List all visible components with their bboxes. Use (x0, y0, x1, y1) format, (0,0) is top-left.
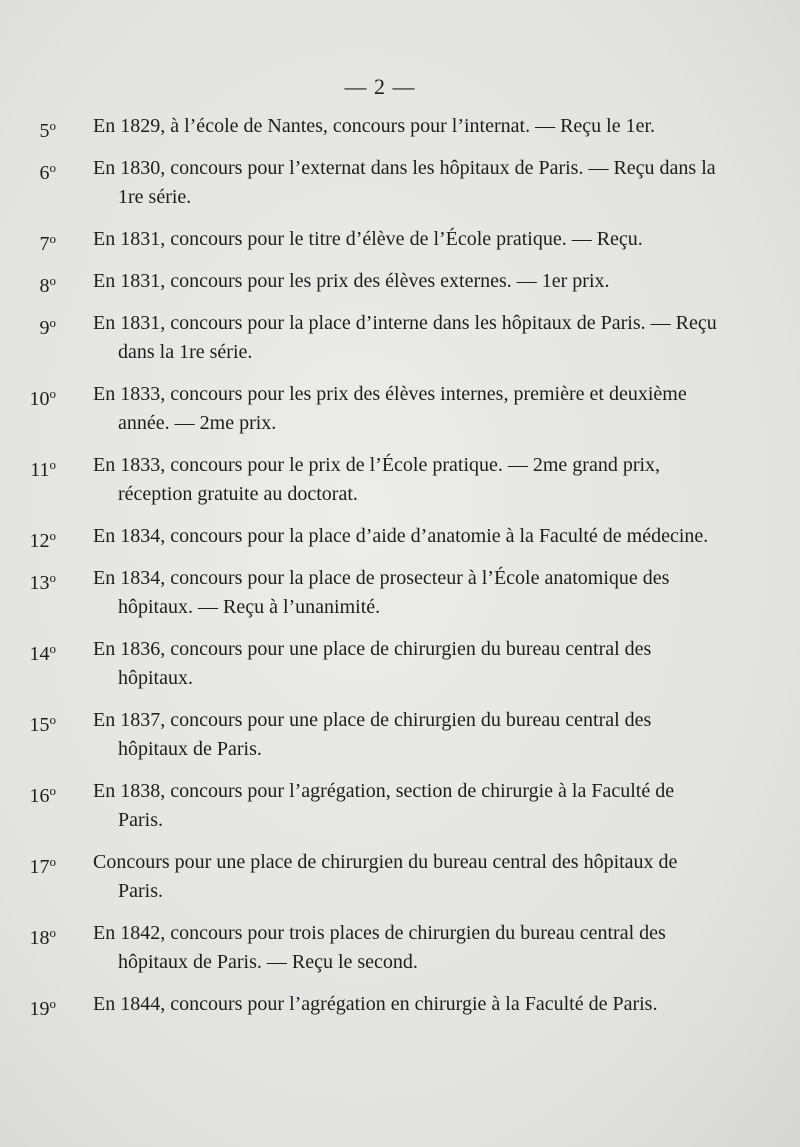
entry-text: En 1838, concours pour l’agrégation, section de chirurgie à la Faculté de Paris. (93, 780, 675, 831)
entry-text: En 1831, concours pour la place d’interne dans les hôpitaux de Paris. — Reçu dans la 1re série. (93, 312, 717, 363)
entry-number: 17 (29, 856, 50, 878)
list-item: 8$^o$ En 1831, concours pour les prix des élèves externes. — 1er prix. (39, 270, 610, 297)
entry-number: 15 (29, 714, 50, 736)
entry-number: 8 (39, 275, 50, 297)
entry-text: En 1837, concours pour une place de chirurgien du bureau central des hôpitaux de Paris. (93, 709, 652, 760)
entry-number: 10 (29, 388, 50, 410)
entry-number: 13 (29, 572, 50, 594)
entry-text: En 1831, concours pour le titre d’élève de l’École pratique. — Reçu. (93, 228, 643, 250)
list-item: 10$^o$ En 1833, concours pour les prix des élèves internes, première et deuxième année. — 2me prix. (29, 383, 687, 434)
entry-text: En 1836, concours pour une place de chirurgien du bureau central des hôpitaux. (93, 638, 652, 689)
entry-number: 9 (39, 317, 50, 339)
entry-text: En 1834, concours pour la place de prosecteur à l’École anatomique des hôpitaux. — Reçu à l’unanimité. (93, 567, 670, 618)
list-item: 13$^o$ En 1834, concours pour la place de prosecteur à l’École anatomique des hôpitaux. — Reçu à l’unanimité. (29, 567, 670, 618)
page-number: — 2 — (344, 74, 416, 99)
list-item: 5$^o$ En 1829, à l’école de Nantes, concours pour l’internat. — Reçu le 1er. (39, 115, 656, 142)
list-item: 14$^o$ En 1836, concours pour une place de chirurgien du bureau central des hôpitaux. (29, 638, 652, 689)
entry-number: 12 (29, 530, 50, 552)
entry-number: 7 (39, 233, 50, 255)
entry-text: En 1842, concours pour trois places de chirurgien du bureau central des hôpitaux de Paris. — Reçu le second. (93, 922, 666, 973)
entry-text: En 1831, concours pour les prix des élèves externes. — 1er prix. (93, 270, 610, 292)
entry-text: En 1834, concours pour la place d’aide d’anatomie à la Faculté de médecine. (93, 525, 709, 547)
entry-text: En 1829, à l’école de Nantes, concours pour l’internat. — Reçu le 1er. (93, 115, 656, 137)
list-item: 7$^o$ En 1831, concours pour le titre d’élève de l’École pratique. — Reçu. (39, 228, 643, 255)
entry-text: Concours pour une place de chirurgien du bureau central des hôpitaux de Paris. (93, 851, 678, 902)
entry-number: 19 (29, 998, 50, 1020)
list-item: 18$^o$ En 1842, concours pour trois places de chirurgien du bureau central des hôpitaux de Paris. — Reçu le second. (29, 922, 666, 973)
list-item: 11$^o$ En 1833, concours pour le prix de l’École pratique. — 2me grand prix, réception gratuite au doctorat. (30, 454, 661, 505)
entry-text: En 1830, concours pour l’externat dans les hôpitaux de Paris. — Reçu dans la 1re série. (93, 157, 716, 208)
entry-number: 14 (29, 643, 50, 665)
list-item: 12$^o$ En 1834, concours pour la place d’aide d’anatomie à la Faculté de médecine. (29, 525, 709, 552)
list-item: 16$^o$ En 1838, concours pour l’agrégation, section de chirurgie à la Faculté de Paris. (29, 780, 675, 831)
list-item: 19$^o$ En 1844, concours pour l’agrégation en chirurgie à la Faculté de Paris. (29, 993, 658, 1020)
entry-number: 5 (39, 120, 50, 142)
entry-number: 6 (39, 162, 50, 184)
entry-number: 16 (29, 785, 50, 807)
entry-text: En 1844, concours pour l’agrégation en chirurgie à la Faculté de Paris. (93, 993, 658, 1015)
entry-text: En 1833, concours pour le prix de l’École pratique. — 2me grand prix, réception gratuite au doctorat. (93, 454, 661, 505)
entry-text: En 1833, concours pour les prix des élèves internes, première et deuxième année. — 2me prix. (93, 383, 687, 434)
entry-list (0, 112, 800, 1032)
entry-number: 11 (30, 459, 50, 481)
entry-number: 18 (29, 927, 50, 949)
list-item: 9$^o$ En 1831, concours pour la place d’interne dans les hôpitaux de Paris. — Reçu dans la 1re série. (39, 312, 717, 363)
list-item: 17$^o$ Concours pour une place de chirurgien du bureau central des hôpitaux de Paris. (29, 851, 678, 902)
list-item: 6$^o$ En 1830, concours pour l’externat dans les hôpitaux de Paris. — Reçu dans la 1re série. (39, 157, 716, 208)
list-item: 15$^o$ En 1837, concours pour une place de chirurgien du bureau central des hôpitaux de Paris. (29, 709, 652, 760)
